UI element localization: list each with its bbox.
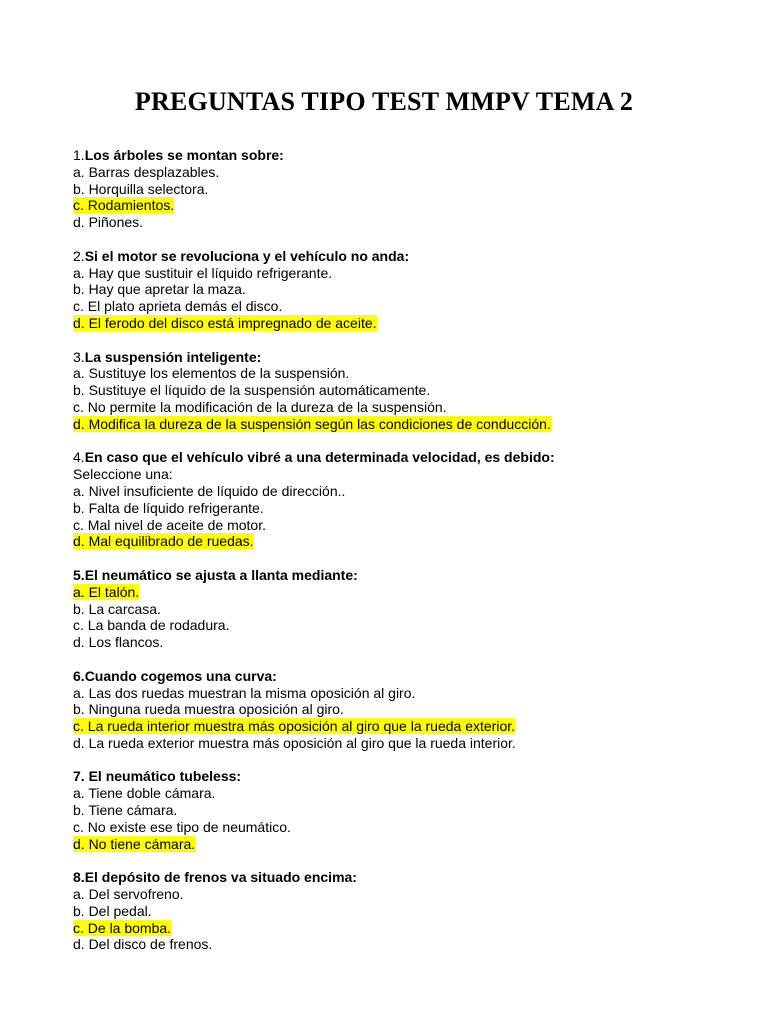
answer-option-d: [73, 416, 733, 433]
question-number: 8.: [73, 869, 85, 886]
option-text: a. Nivel insuficiente de líquido de dirección..: [73, 482, 346, 499]
question-title: [73, 869, 733, 886]
answer-option-c: [73, 819, 733, 836]
question-text: Los árboles se montan sobre:: [84, 147, 284, 163]
option-text: a. Del servofreno.: [73, 886, 184, 903]
answer-option-b: [73, 181, 733, 198]
option-text: c. La banda de rodadura.: [73, 617, 230, 634]
question-title: [73, 567, 733, 584]
option-text: c. No existe ese tipo de neumático.: [73, 818, 291, 835]
question-number: 2.: [73, 247, 85, 264]
option-text: c. La rueda interior muestra más oposición al giro que la rueda exterior.: [73, 718, 516, 735]
option-text: c. No permite la modificación de la dureza de la suspensión.: [73, 398, 447, 415]
question-number: 3.: [73, 348, 85, 365]
question-number: 4.: [73, 449, 85, 466]
option-text: d. Del disco de frenos.: [73, 936, 213, 953]
answer-option-b: [73, 903, 733, 920]
question-3: [73, 349, 733, 433]
option-text: b. Del pedal.: [73, 902, 152, 919]
question-1: [73, 147, 733, 231]
answer-option-a: [73, 785, 733, 802]
answer-option-b: [73, 500, 733, 517]
answer-option-c: [73, 298, 733, 315]
answer-option-c: [73, 718, 733, 735]
option-text: d. Modifica la dureza de la suspensión según las condiciones de conducción.: [73, 415, 551, 432]
question-4: [73, 449, 733, 550]
option-text: d. Piñones.: [73, 214, 144, 231]
answer-option-d: [73, 634, 733, 651]
question-text: El neumático tubeless:: [88, 768, 242, 785]
option-text: a. Hay que sustituir el líquido refrigerante.: [73, 264, 333, 281]
option-text: b. Sustituye el líquido de la suspensión automáticamente.: [73, 382, 431, 399]
question-text: En caso que el vehículo vibré a una determinada velocidad, es debido:: [84, 449, 555, 466]
question-prompt: Seleccione una:: [73, 466, 173, 483]
question-number: 1.: [73, 147, 85, 163]
answer-option-a: [73, 886, 733, 903]
option-text: d. Los flancos.: [73, 634, 164, 651]
question-text: Si el motor se revoluciona y el vehículo no anda:: [84, 247, 410, 264]
question-text: La suspensión inteligente:: [84, 348, 262, 365]
answer-option-c: [73, 399, 733, 416]
answer-option-d: [73, 735, 733, 752]
answer-option-c: [73, 517, 733, 534]
question-6: [73, 668, 733, 752]
answer-option-a: [73, 584, 733, 601]
option-text: b. Tiene cámara.: [73, 802, 178, 819]
answer-option-a: [73, 483, 733, 500]
answer-option-b: [73, 701, 733, 718]
option-text: b. Falta de líquido refrigerante.: [73, 499, 264, 516]
question-title: [73, 349, 733, 366]
answer-option-b: [73, 601, 733, 618]
answer-option-b: [73, 382, 733, 399]
option-text: a. Barras desplazables.: [73, 163, 220, 180]
question-title: [73, 248, 733, 265]
question-text: El depósito de frenos va situado encima:: [84, 869, 357, 886]
option-text: d. Mal equilibrado de ruedas.: [73, 533, 254, 550]
answer-option-b: [73, 281, 733, 298]
question-text: Cuando cogemos una curva:: [84, 667, 277, 684]
question-2: [73, 248, 733, 332]
answer-option-a: [73, 365, 733, 382]
option-text: c. De la bomba.: [73, 919, 172, 936]
question-title: [73, 768, 733, 785]
question-8: [73, 869, 733, 953]
answer-option-d: [73, 936, 733, 953]
question-number: 5.: [73, 566, 85, 583]
option-text: b. La carcasa.: [73, 600, 161, 617]
answer-option-c: [73, 617, 733, 634]
option-text: c. Rodamientos.: [73, 197, 175, 214]
answer-option-a: [73, 265, 733, 282]
answer-option-d: [73, 214, 733, 231]
option-text: a. Sustituye los elementos de la suspensión.: [73, 365, 350, 382]
answer-option-a: [73, 164, 733, 181]
question-title: [73, 449, 733, 466]
question-title: [73, 147, 733, 164]
question-text: El neumático se ajusta a llanta mediante:: [84, 566, 358, 583]
question-5: [73, 567, 733, 651]
question-number: 6.: [73, 667, 85, 684]
question-list: [73, 147, 733, 970]
option-text: d. El ferodo del disco está impregnado de aceite.: [73, 314, 377, 331]
answer-option-a: [73, 685, 733, 702]
answer-option-d: [73, 836, 733, 853]
option-text: a. Las dos ruedas muestran la misma oposición al giro.: [73, 684, 416, 701]
option-text: a. El talón.: [73, 583, 140, 600]
option-text: b. Hay que apretar la maza.: [73, 281, 246, 298]
option-text: d. La rueda exterior muestra más oposición al giro que la rueda interior.: [73, 734, 516, 751]
answer-option-c: [73, 920, 733, 937]
option-text: d. No tiene cámara.: [73, 835, 196, 852]
answer-option-d: [73, 315, 733, 332]
option-text: b. Ninguna rueda muestra oposición al giro.: [73, 701, 344, 718]
question-7: [73, 768, 733, 852]
answer-option-d: [73, 533, 733, 550]
question-number: 7.: [73, 768, 89, 785]
document-title: PREGUNTAS TIPO TEST MMPV TEMA 2: [134, 87, 634, 117]
answer-option-b: [73, 802, 733, 819]
option-text: c. Mal nivel de aceite de motor.: [73, 516, 266, 533]
option-text: c. El plato aprieta demás el disco.: [73, 298, 283, 315]
option-text: b. Horquilla selectora.: [73, 180, 209, 197]
answer-option-c: [73, 197, 733, 214]
question-title: [73, 668, 733, 685]
option-text: a. Tiene doble cámara.: [73, 785, 216, 802]
